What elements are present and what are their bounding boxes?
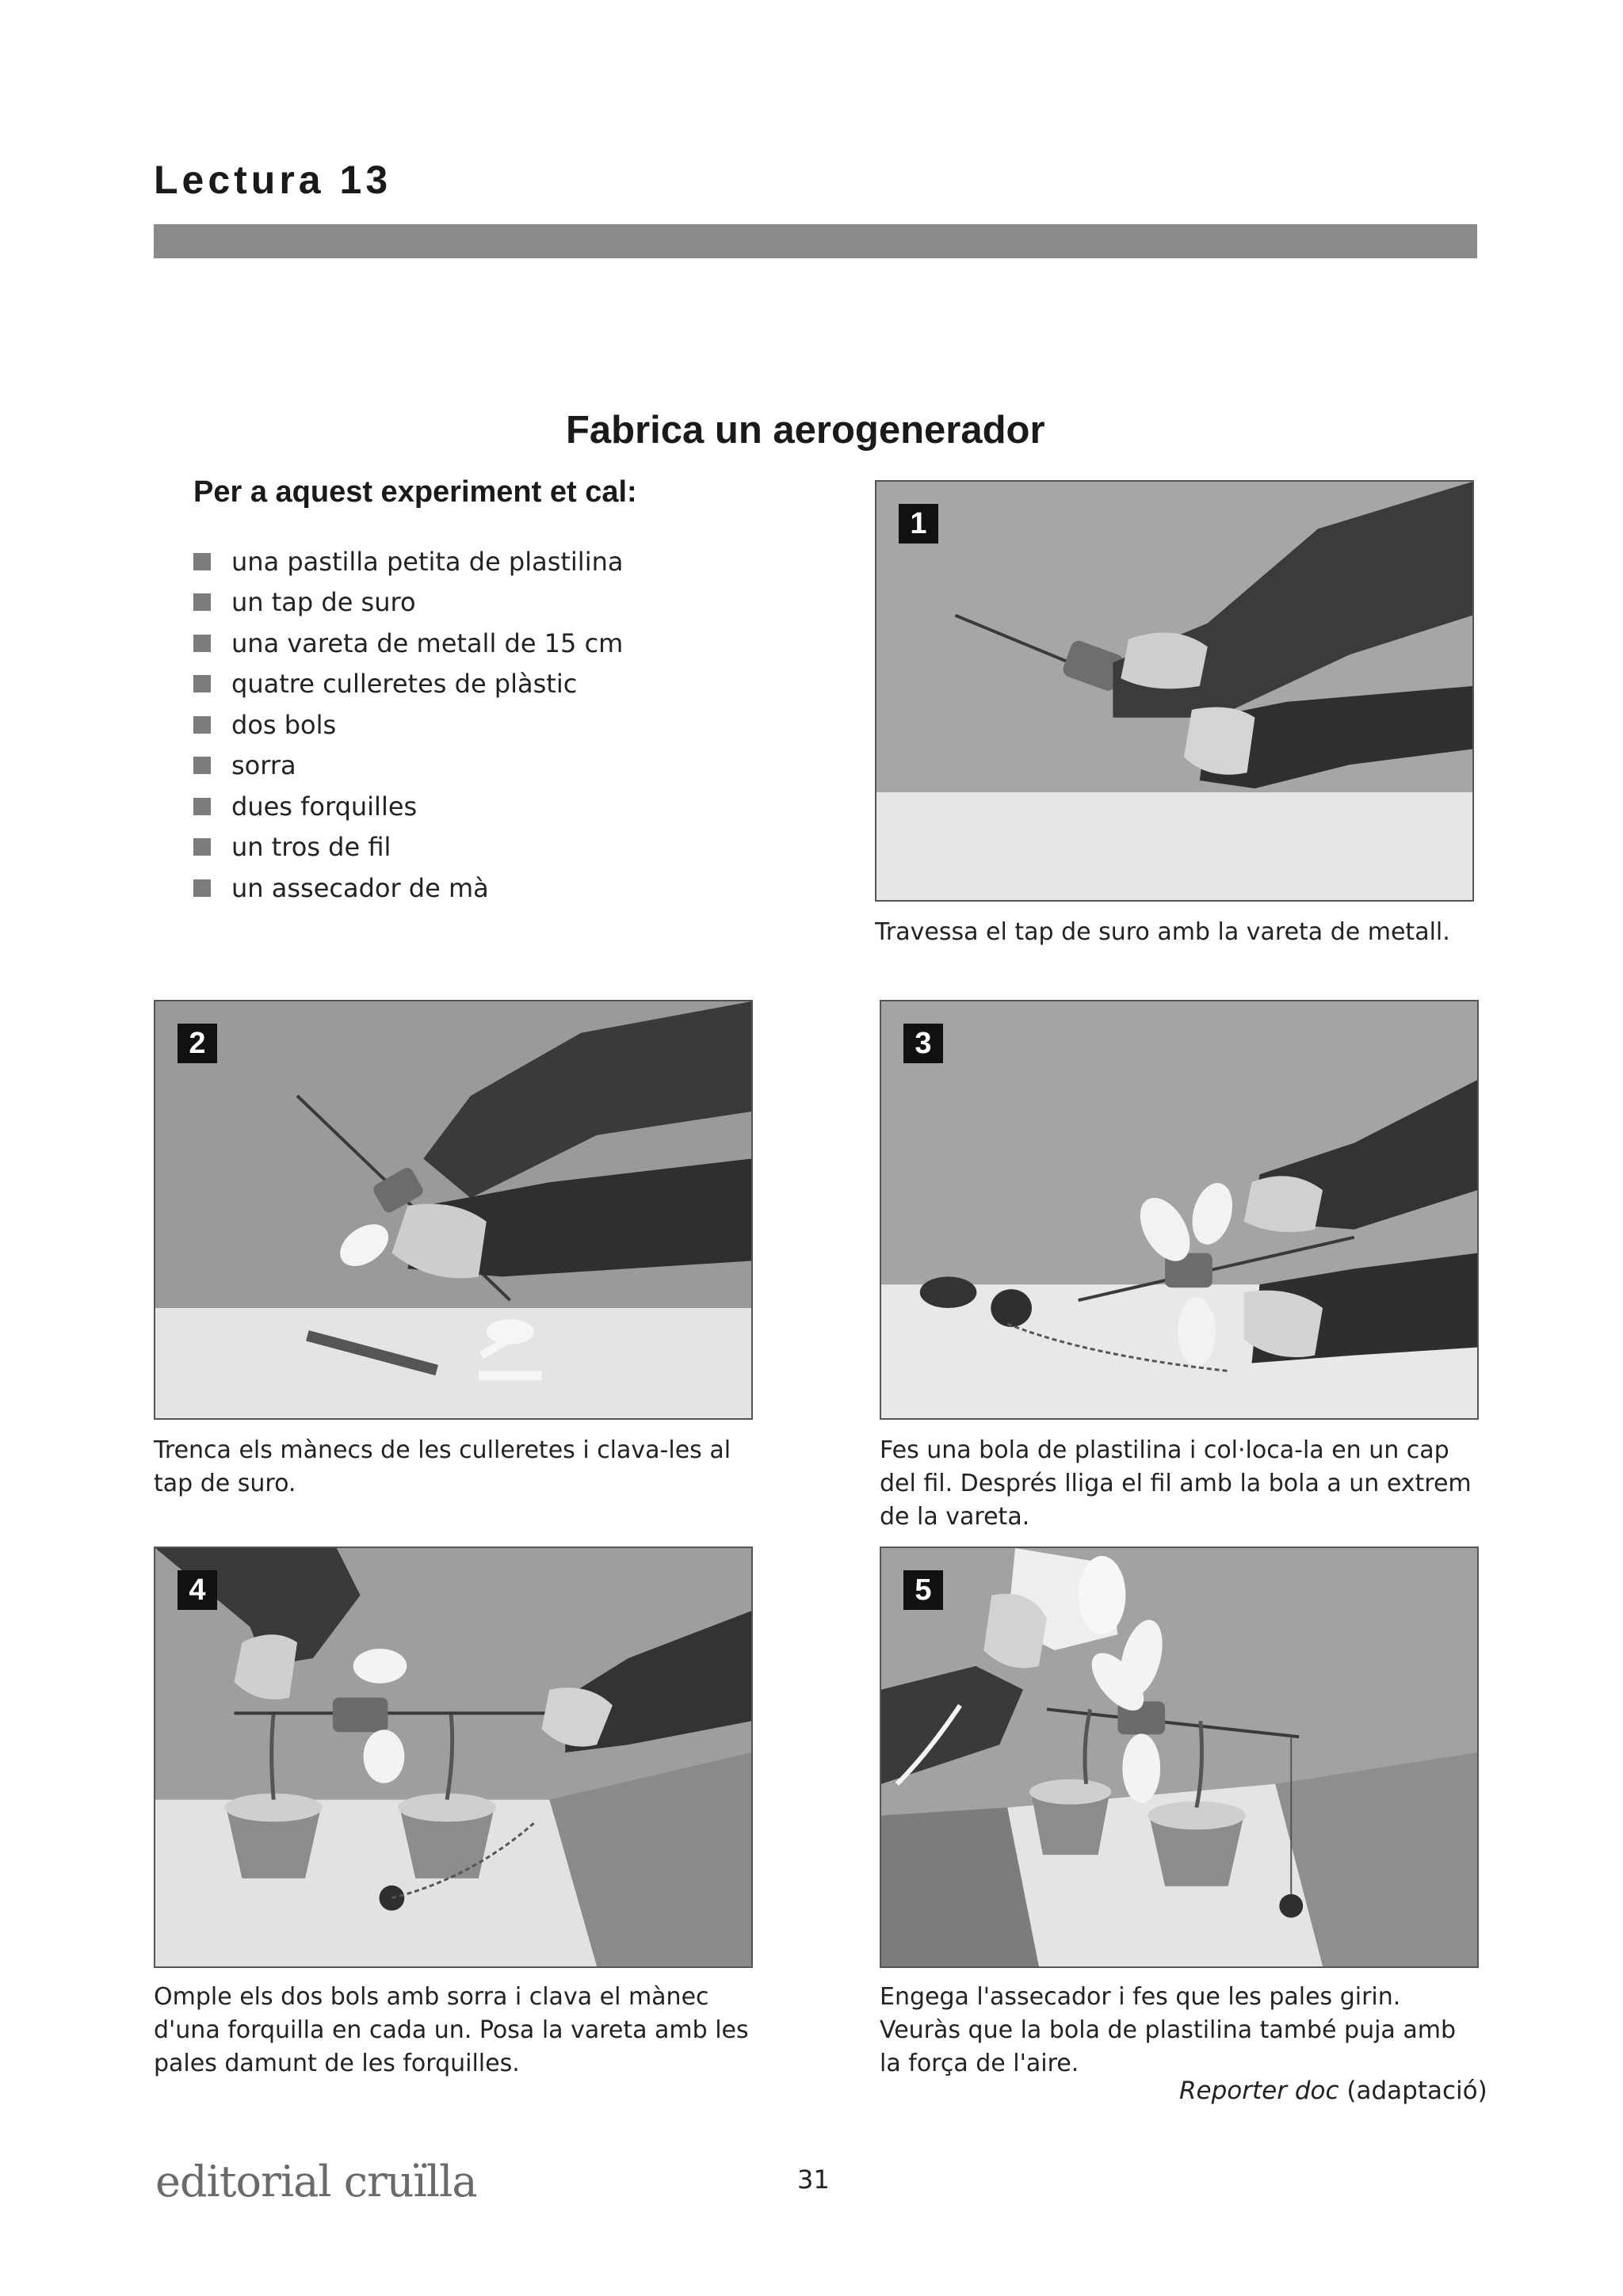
step-3-illustration xyxy=(881,1001,1477,1418)
step-2-caption: Trenca els mànecs de les culleretes i clava-les al tap de suro. xyxy=(154,1436,731,1497)
list-item: una vareta de metall de 15 cm xyxy=(193,623,623,664)
step-number-badge: 2 xyxy=(178,1024,217,1063)
step-5-illustration xyxy=(881,1548,1477,1966)
step-3-photo xyxy=(880,1000,1479,1420)
list-item: sorra xyxy=(193,746,623,787)
section-label: Lectura 13 xyxy=(154,158,392,202)
list-item: una pastilla petita de plastilina xyxy=(193,541,623,582)
list-item: un tros de fil xyxy=(193,827,623,868)
step-5-caption: Engega l'assecador i fes que les pales girin. Veuràs que la bola de plastilina també puja amb la força de l'aire. xyxy=(880,1983,1457,2077)
step-3-caption: Fes una bola de plastilina i col·loca-la en un cap del fil. Després lliga el fil amb la bola a un extrem de la vareta. xyxy=(880,1436,1472,1531)
step-number-badge: 5 xyxy=(903,1570,943,1610)
square-bullet-icon xyxy=(193,838,211,856)
step-number-badge: 3 xyxy=(903,1024,943,1063)
step-1-photo xyxy=(875,480,1474,902)
step-4-caption: Omple els dos bols amb sorra i clava el mànec d'una forquilla en cada un. Posa la vareta amb les pales damunt de les forquilles. xyxy=(154,1983,749,2077)
materials-heading: Per a aquest experiment et cal: xyxy=(193,475,637,509)
list-item: dues forquilles xyxy=(193,786,623,827)
square-bullet-icon xyxy=(193,716,211,734)
source-title: Reporter doc xyxy=(1179,2077,1339,2105)
page-title: Fabrica un aerogenerador xyxy=(566,409,1045,452)
header-bar xyxy=(154,224,1477,258)
square-bullet-icon xyxy=(193,757,211,774)
list-item: quatre culleretes de plàstic xyxy=(193,664,623,705)
square-bullet-icon xyxy=(193,635,211,652)
list-item: dos bols xyxy=(193,704,623,746)
square-bullet-icon xyxy=(193,593,211,611)
step-1-illustration xyxy=(876,482,1472,900)
step-5-photo xyxy=(880,1547,1479,1968)
step-2-illustration xyxy=(155,1001,751,1418)
square-bullet-icon xyxy=(193,879,211,897)
list-item: un tap de suro xyxy=(193,582,623,624)
list-item: un assecador de mà xyxy=(193,868,623,909)
materials-list xyxy=(193,541,623,909)
square-bullet-icon xyxy=(193,553,211,570)
square-bullet-icon xyxy=(193,675,211,692)
square-bullet-icon xyxy=(193,798,211,815)
page-number: 31 xyxy=(797,2164,830,2195)
publisher-logo: editorial cruïlla xyxy=(155,2157,477,2206)
step-4-illustration xyxy=(155,1548,751,1966)
source-note: (adaptació) xyxy=(1346,2077,1487,2105)
step-4-photo xyxy=(154,1547,753,1968)
step-1-caption: Travessa el tap de suro amb la vareta de metall. xyxy=(875,918,1450,946)
source-credit xyxy=(1179,2077,1487,2105)
step-number-badge: 4 xyxy=(178,1570,217,1610)
step-number-badge: 1 xyxy=(899,504,938,543)
step-2-photo xyxy=(154,1000,753,1420)
